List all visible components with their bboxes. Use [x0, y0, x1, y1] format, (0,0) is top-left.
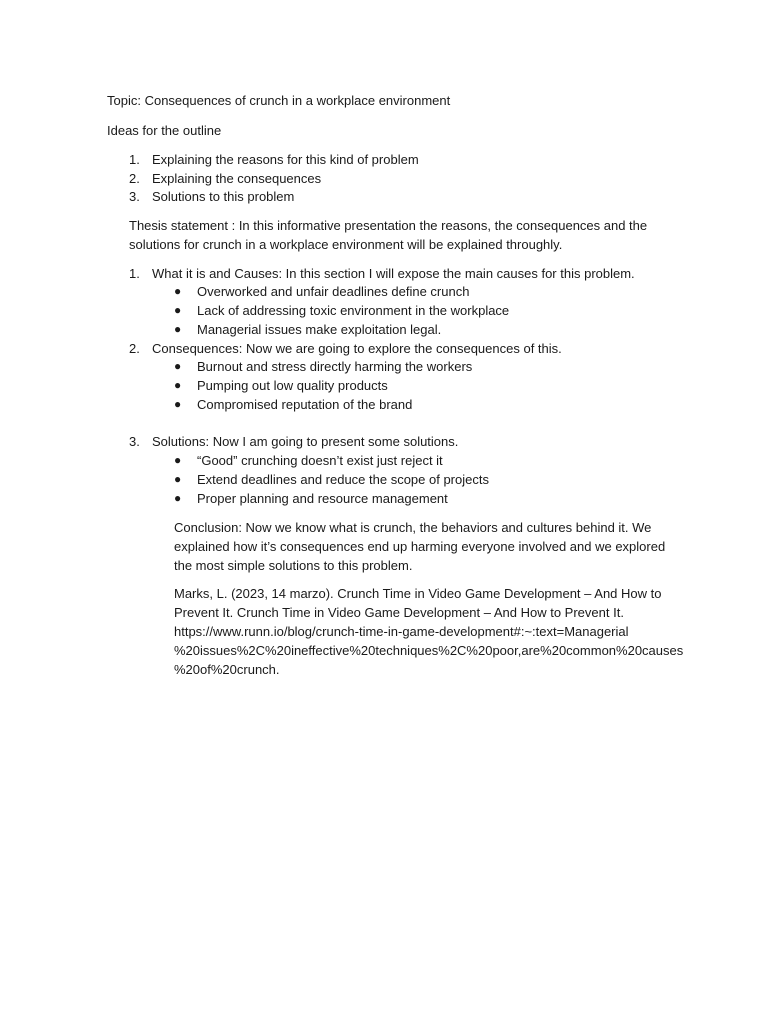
bullet-item: Compromised reputation of the brand	[197, 397, 413, 412]
bullet-icon: ●	[174, 322, 182, 336]
bullet-item: Pumping out low quality products	[197, 378, 388, 393]
bullet-item: “Good” crunching doesn’t exist just reject it	[197, 453, 443, 468]
topic-line: Topic: Consequences of crunch in a workplace environment	[107, 93, 451, 108]
section-number: 3.	[129, 434, 140, 449]
ideas-item-number: 3.	[129, 189, 140, 204]
ideas-item-number: 2.	[129, 171, 140, 186]
bullet-icon: ●	[174, 397, 182, 411]
section-heading: What it is and Causes: In this section I will expose the main causes for this problem.	[152, 266, 635, 281]
bullet-item: Burnout and stress directly harming the workers	[197, 359, 473, 374]
bullet-icon: ●	[174, 284, 182, 298]
bullet-item: Proper planning and resource management	[197, 491, 448, 506]
bullet-icon: ●	[174, 303, 182, 317]
reference-url-line: %20issues%2C%20ineffective%20techniques%2C%20poor,are%20common%20causes	[174, 643, 684, 658]
conclusion-line: the most simple solutions to this problem.	[174, 558, 413, 573]
reference-url-line: %20of%20crunch.	[174, 662, 280, 677]
bullet-item: Managerial issues make exploitation legal.	[197, 322, 442, 337]
section-number: 2.	[129, 341, 140, 356]
thesis-line: Thesis statement : In this informative presentation the reasons, the consequences and the	[129, 218, 648, 233]
bullet-item: Extend deadlines and reduce the scope of projects	[197, 472, 489, 487]
ideas-heading: Ideas for the outline	[107, 123, 222, 138]
bullet-icon: ●	[174, 378, 182, 392]
reference-line: Prevent It. Crunch Time in Video Game Development – And How to Prevent It.	[174, 605, 624, 620]
ideas-item-number: 1.	[129, 152, 140, 167]
conclusion-line: Conclusion: Now we know what is crunch, the behaviors and cultures behind it. We	[174, 520, 652, 535]
section-number: 1.	[129, 266, 140, 281]
bullet-item: Lack of addressing toxic environment in the workplace	[197, 303, 510, 318]
bullet-icon: ●	[174, 359, 182, 373]
section-heading: Solutions: Now I am going to present some solutions.	[152, 434, 459, 449]
ideas-item: Explaining the consequences	[152, 171, 322, 186]
ideas-item: Solutions to this problem	[152, 189, 295, 204]
thesis-line: solutions for crunch in a workplace environment will be explained throughly.	[129, 237, 563, 252]
reference-line: Marks, L. (2023, 14 marzo). Crunch Time in Video Game Development – And How to	[174, 586, 662, 601]
section-heading: Consequences: Now we are going to explore the consequences of this.	[152, 341, 562, 356]
reference-url-line: https://www.runn.io/blog/crunch-time-in-game-development#:~:text=Managerial	[174, 624, 629, 639]
conclusion-line: explained how it’s consequences end up harming everyone involved and we explored	[174, 539, 666, 554]
bullet-icon: ●	[174, 453, 182, 467]
bullet-icon: ●	[174, 472, 182, 486]
bullet-item: Overworked and unfair deadlines define crunch	[197, 284, 470, 299]
ideas-item: Explaining the reasons for this kind of problem	[152, 152, 419, 167]
bullet-icon: ●	[174, 491, 182, 505]
